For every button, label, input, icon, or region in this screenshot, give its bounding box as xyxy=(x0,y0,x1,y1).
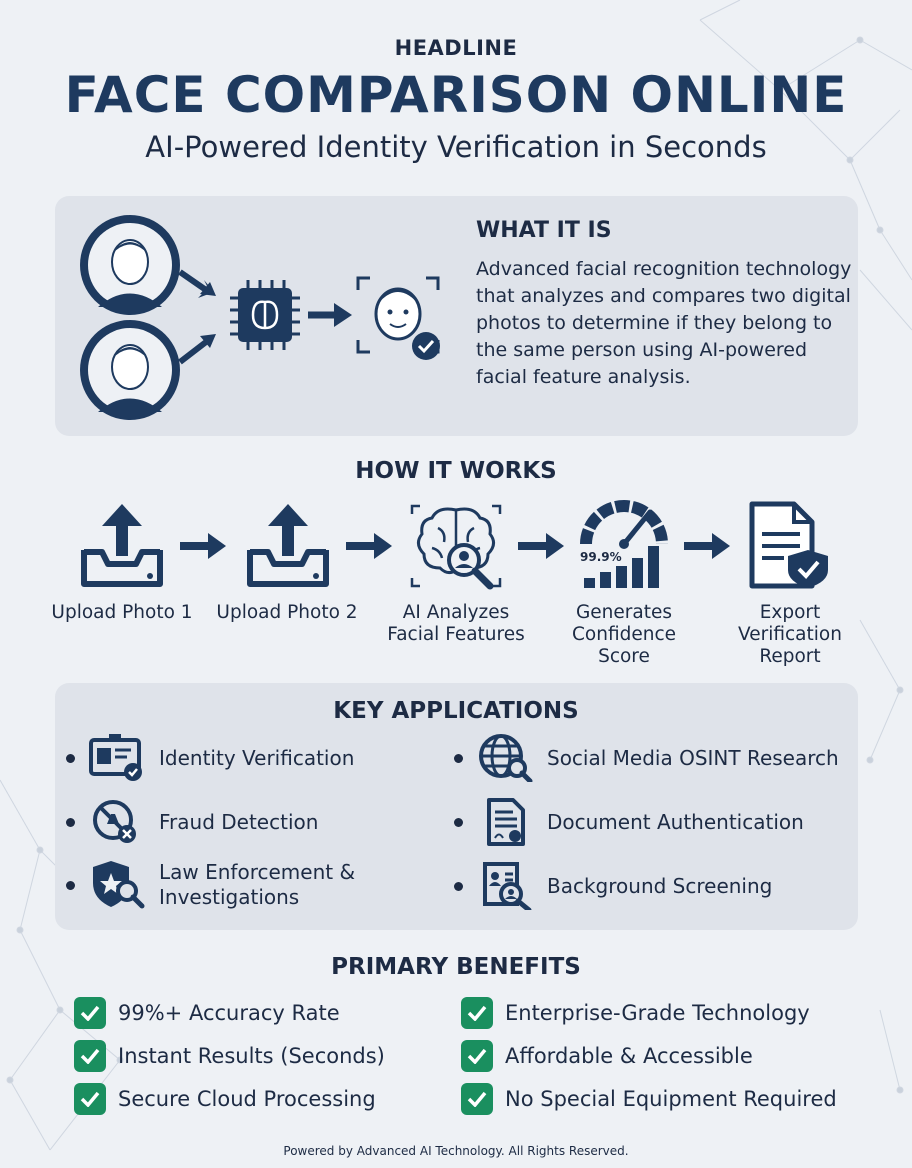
step-ai-analyzes: AI Analyzes Facial Features xyxy=(387,602,525,645)
upload-tray-icon xyxy=(76,500,168,592)
certificate-document-icon xyxy=(477,798,533,846)
application-label: Background Screening xyxy=(547,873,773,898)
upload-tray-icon xyxy=(242,500,334,592)
face-comparison-diagram xyxy=(70,210,450,425)
bullet xyxy=(66,754,75,763)
check-icon xyxy=(461,1040,493,1072)
id-card-check-icon xyxy=(89,734,145,782)
benefit-item xyxy=(74,1040,385,1072)
bullet xyxy=(454,754,463,763)
primary-benefits-heading: PRIMARY BENEFITS xyxy=(331,954,581,980)
report-shield-icon xyxy=(746,500,832,590)
application-label: Document Authentication xyxy=(547,809,804,834)
globe-magnifier-icon xyxy=(477,734,533,782)
brain-magnifier-icon xyxy=(408,498,504,594)
application-label: Social Media OSINT Research xyxy=(547,745,839,770)
ai-chip-icon xyxy=(230,280,300,350)
step-export-report: Export Verification Report xyxy=(738,602,842,667)
page-title: FACE COMPARISON ONLINE xyxy=(64,66,848,124)
application-item xyxy=(454,798,804,846)
arrow-icon xyxy=(308,303,352,327)
benefit-item xyxy=(74,997,340,1029)
check-icon xyxy=(74,1083,106,1115)
profile-document-magnifier-icon xyxy=(477,862,533,910)
arrow-right-icon xyxy=(518,533,566,559)
check-icon xyxy=(461,1083,493,1115)
key-applications-heading: KEY APPLICATIONS xyxy=(333,698,579,724)
application-item xyxy=(66,798,318,846)
bullet xyxy=(66,818,75,827)
how-it-works-heading: HOW IT WORKS xyxy=(355,458,557,484)
gauge-bars-icon xyxy=(578,500,670,592)
application-item xyxy=(454,862,772,910)
footer-text: Powered by Advanced AI Technology. All Rights Reserved. xyxy=(283,1144,629,1158)
step-confidence-score: Generates Confidence Score xyxy=(571,602,677,667)
application-label: Fraud Detection xyxy=(159,809,319,834)
what-it-is-description: Advanced facial recognition technology that analyzes and compares two digital photos to determine if they belong to the same person using AI-powered facial feature analysis. xyxy=(476,258,852,388)
face-photo-2-icon xyxy=(80,320,180,420)
benefit-label: 99%+ Accuracy Rate xyxy=(118,1001,340,1025)
badge-magnifier-icon xyxy=(89,861,145,909)
benefit-label: Instant Results (Seconds) xyxy=(118,1044,385,1068)
check-icon xyxy=(461,997,493,1029)
benefit-label: Secure Cloud Processing xyxy=(118,1087,376,1111)
benefit-label: No Special Equipment Required xyxy=(505,1087,837,1111)
fraud-detection-icon xyxy=(89,798,145,846)
step-upload-photo-2: Upload Photo 2 xyxy=(216,602,358,623)
bullet xyxy=(454,818,463,827)
application-item xyxy=(454,734,839,782)
application-item xyxy=(66,860,369,910)
arrow-right-icon xyxy=(684,533,732,559)
headline-kicker: HEADLINE xyxy=(394,36,518,60)
check-icon xyxy=(74,1040,106,1072)
application-label: Identity Verification xyxy=(159,745,355,770)
what-it-is-heading: WHAT IT IS xyxy=(476,218,612,243)
face-scan-check-icon xyxy=(358,278,440,360)
benefit-item xyxy=(461,1083,837,1115)
arrow-icon xyxy=(178,272,216,362)
benefit-item xyxy=(461,1040,753,1072)
benefit-label: Affordable & Accessible xyxy=(505,1044,753,1068)
benefit-label: Enterprise-Grade Technology xyxy=(505,1001,810,1025)
application-item xyxy=(66,734,354,782)
gauge-score-text: 99.9% xyxy=(580,550,622,564)
bullet xyxy=(66,881,75,890)
check-icon xyxy=(74,997,106,1029)
page-subtitle: AI-Powered Identity Verification in Seconds xyxy=(145,130,767,164)
benefit-item xyxy=(461,997,810,1029)
benefit-item xyxy=(74,1083,376,1115)
step-upload-photo-1: Upload Photo 1 xyxy=(51,602,193,623)
arrow-right-icon xyxy=(346,533,394,559)
bullet xyxy=(454,882,463,891)
arrow-right-icon xyxy=(180,533,228,559)
application-label: Law Enforcement & Investigations xyxy=(159,860,356,909)
face-photo-1-icon xyxy=(80,215,180,315)
